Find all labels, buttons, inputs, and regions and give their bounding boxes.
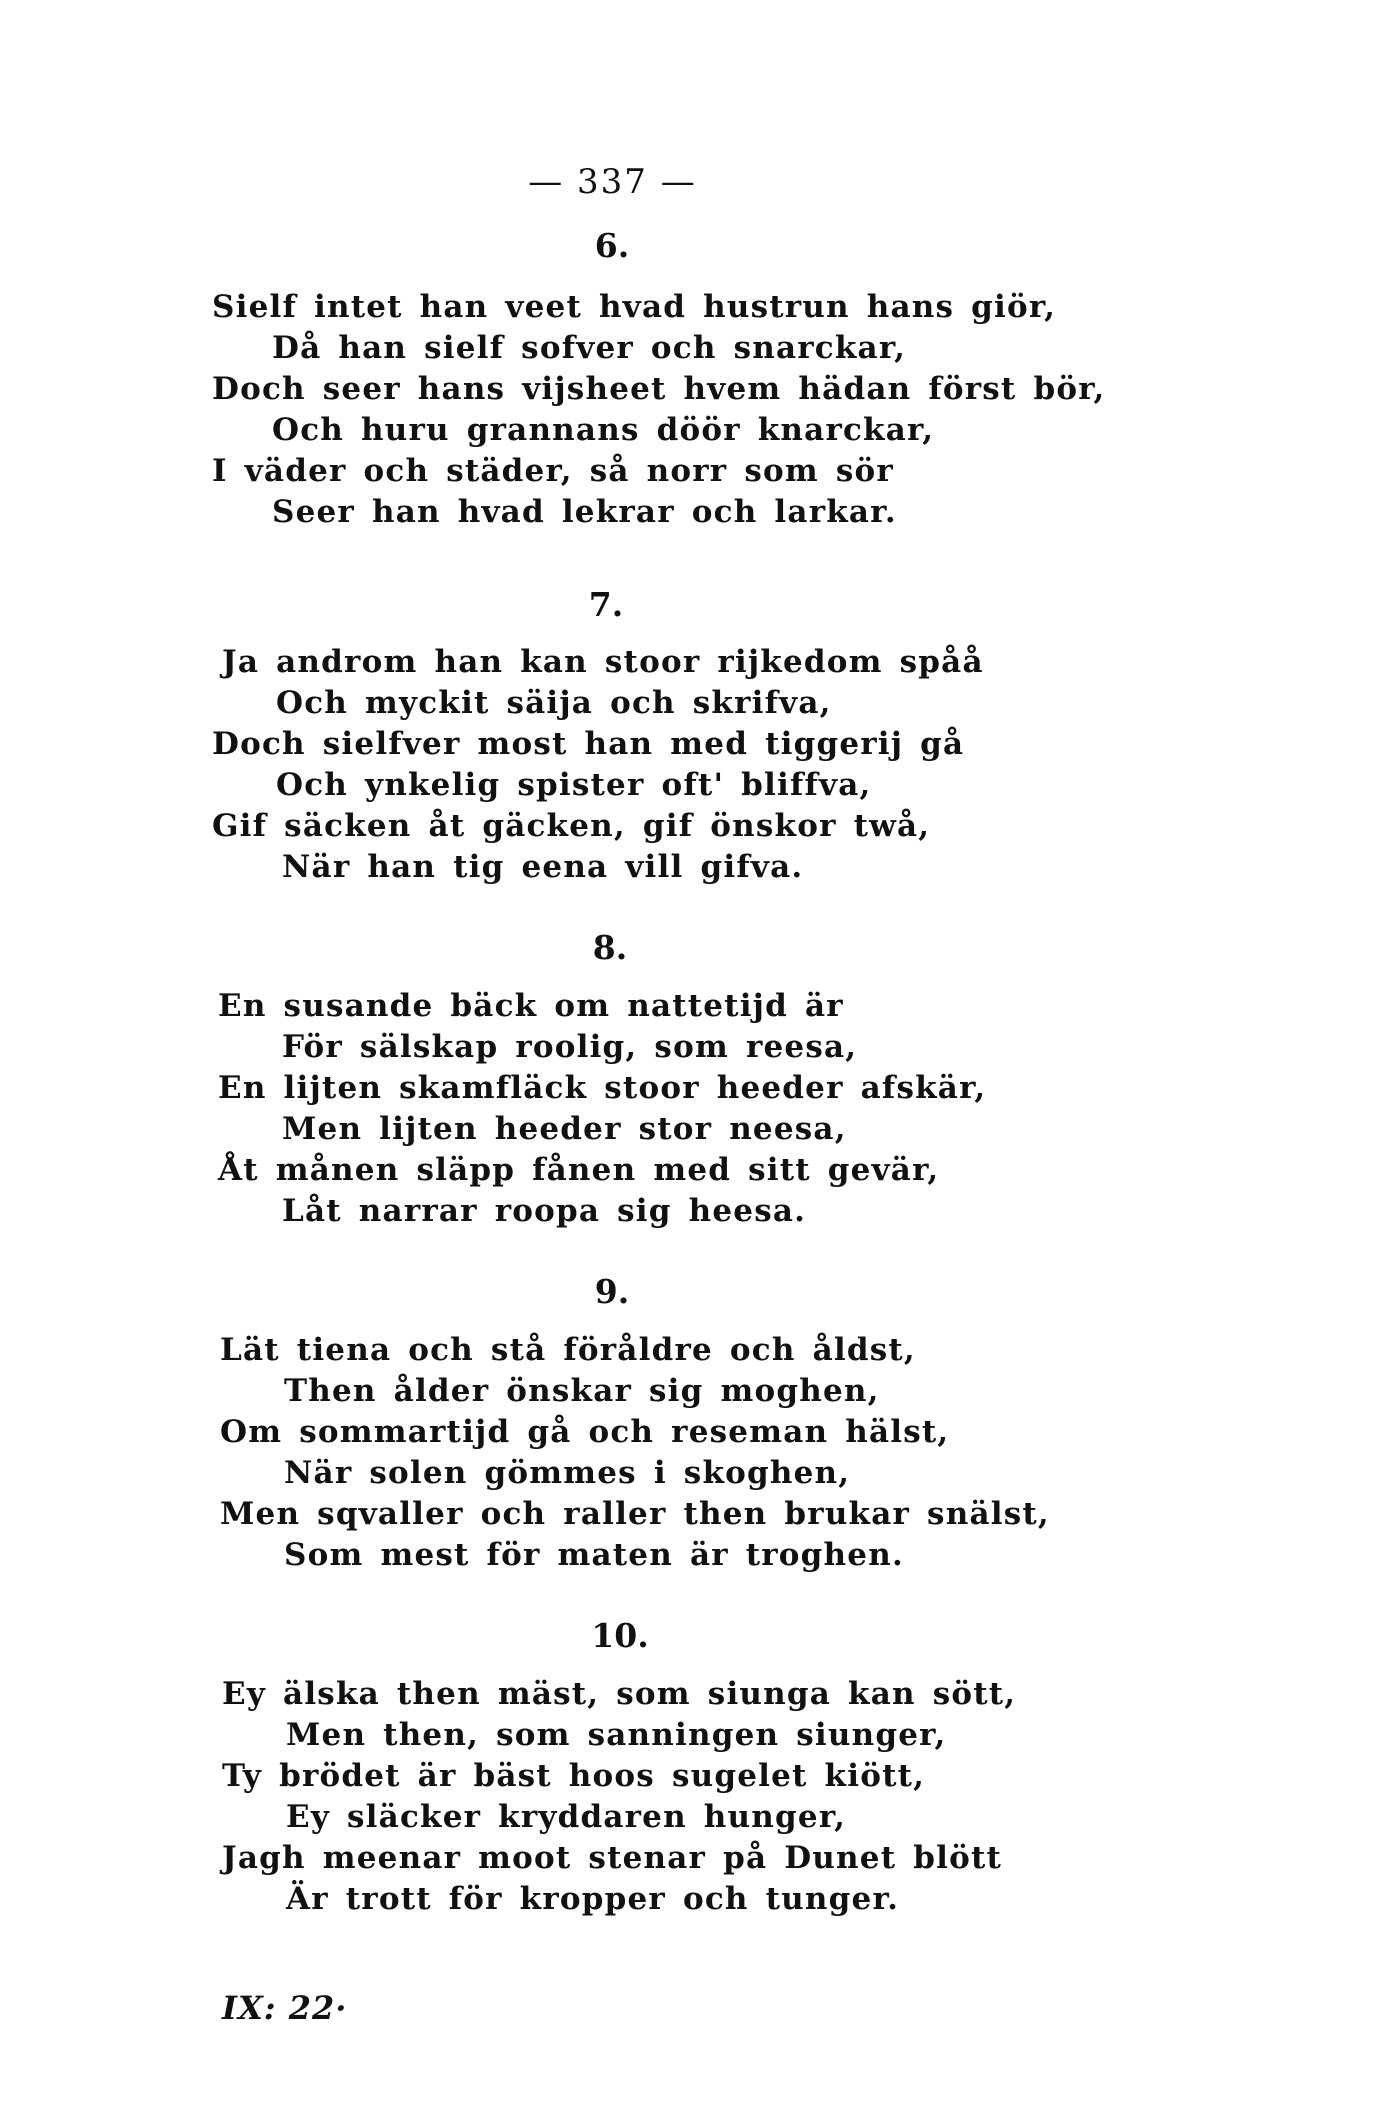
verse-line: Och myckit säija och skrifva, bbox=[276, 685, 832, 721]
stanza-number: 6. bbox=[594, 226, 630, 265]
verse-line: Ey älska then mäst, som siunga kan sött, bbox=[222, 1676, 1017, 1712]
verse-line: Då han sielf sofver och snarckar, bbox=[272, 330, 907, 366]
verse-line: Som mest för maten är troghen. bbox=[284, 1537, 904, 1573]
stanza-number: 8. bbox=[592, 928, 628, 967]
stanza-number: 7. bbox=[588, 585, 624, 624]
verse-line: Om sommartijd gå och reseman hälst, bbox=[220, 1414, 950, 1450]
verse-line: En lijten skamfläck stoor heeder afskär, bbox=[218, 1070, 987, 1106]
verse-line: Jagh meenar moot stenar på Dunet blött bbox=[222, 1840, 1002, 1876]
verse-line: Doch sielfver most han med tiggerij gå bbox=[212, 726, 965, 762]
verse-line: Men sqvaller och raller then brukar snälst, bbox=[220, 1496, 1050, 1532]
verse-line: Ey släcker kryddaren hunger, bbox=[286, 1799, 847, 1835]
verse-line: När han tig eena vill gifva. bbox=[282, 849, 804, 885]
verse-line: Och huru grannans döör knarckar, bbox=[272, 412, 935, 448]
verse-line: Doch seer hans vijsheet hvem hädan först bör, bbox=[212, 371, 1106, 407]
verse-line: Ty brödet är bäst hoos sugelet kiött, bbox=[222, 1758, 926, 1794]
verse-line: Seer han hvad lekrar och larkar. bbox=[272, 494, 897, 530]
page-number: — 337 — bbox=[528, 162, 697, 202]
verse-line: Gif säcken åt gäcken, gif önskor twå, bbox=[212, 808, 931, 844]
verse-line: Låt narrar roopa sig heesa. bbox=[282, 1193, 807, 1229]
verse-line: Sielf intet han veet hvad hustrun hans giör, bbox=[212, 289, 1057, 325]
verse-line: Åt månen släpp fånen med sitt gevär, bbox=[218, 1152, 940, 1188]
verse-line: För sälskap roolig, som reesa, bbox=[282, 1029, 858, 1065]
signature-mark: IX: 22· bbox=[222, 1989, 348, 2027]
verse-line: Then ålder önskar sig moghen, bbox=[284, 1373, 880, 1409]
verse-line: När solen gömmes i skoghen, bbox=[284, 1455, 851, 1491]
verse-line: Och ynkelig spister oft' bliffva, bbox=[276, 767, 872, 803]
verse-line: Men then, som sanningen siunger, bbox=[286, 1717, 947, 1753]
verse-line: Ja androm han kan stoor rijkedom spåå bbox=[222, 644, 984, 680]
verse-line: En susande bäck om nattetijd är bbox=[218, 988, 844, 1024]
verse-line: I väder och städer, så norr som sör bbox=[212, 453, 894, 489]
verse-line: Lät tiena och stå föråldre och åldst, bbox=[220, 1332, 916, 1368]
stanza-number: 9. bbox=[594, 1272, 630, 1311]
verse-line: Är trott för kropper och tunger. bbox=[286, 1881, 900, 1917]
stanza-number: 10. bbox=[591, 1616, 649, 1655]
verse-line: Men lijten heeder stor neesa, bbox=[282, 1111, 847, 1147]
